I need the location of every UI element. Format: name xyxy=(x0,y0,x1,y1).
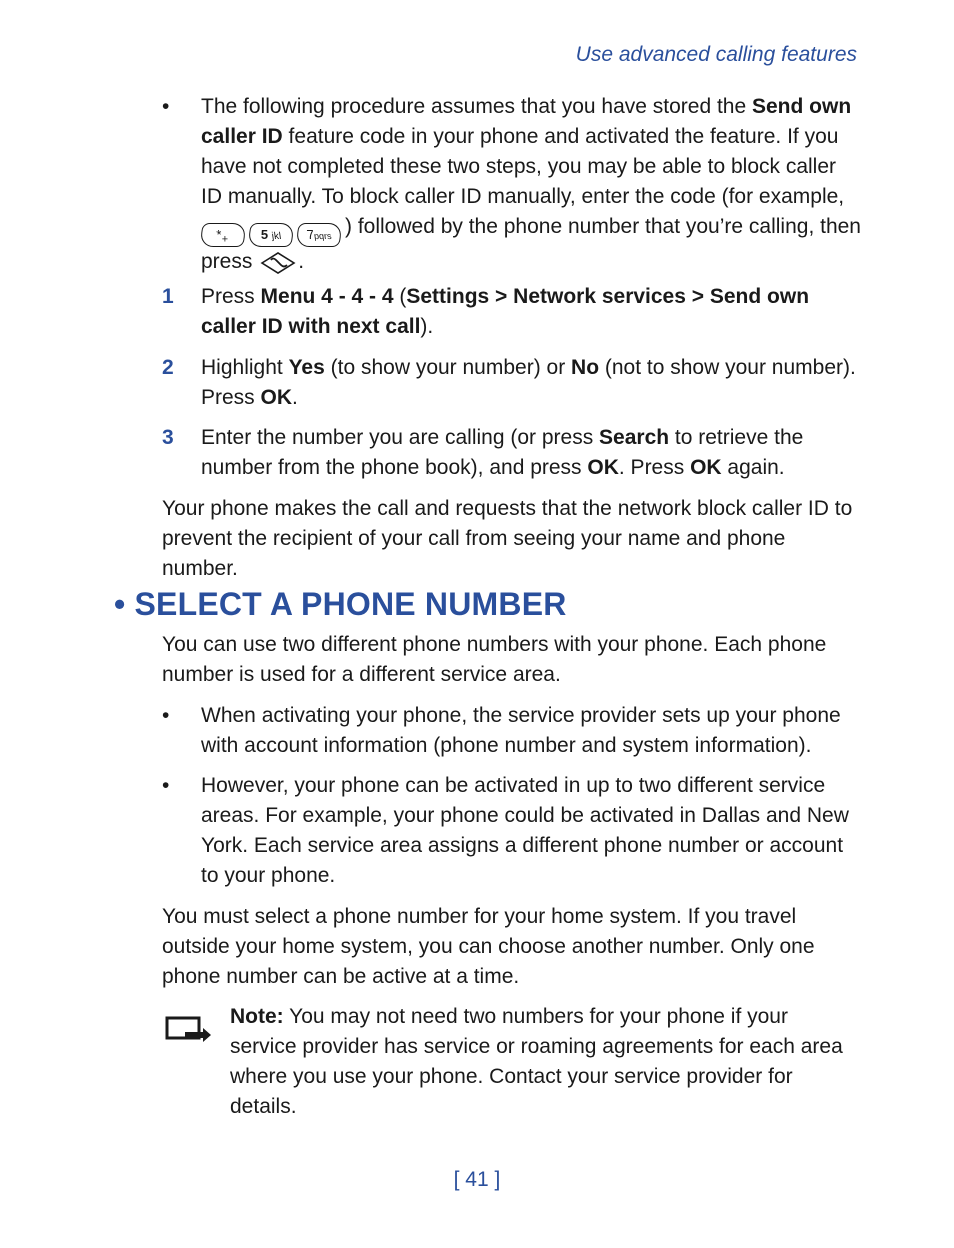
step-text-run: ( xyxy=(393,285,407,308)
result-paragraph: Your phone makes the call and requests that the network block caller ID to prevent the recipient of your call from seeing your name and phone number. xyxy=(162,497,853,580)
step-emphasis: Menu 4 - 4 - 4 xyxy=(260,285,394,308)
step-3-text xyxy=(201,423,861,483)
key-sub: pqrs xyxy=(313,231,333,241)
section-bullet-2: However, your phone can be activated in up to two different service areas. For example, your phone could be activated in Dallas and New York. Each service area assigns a different phone number or account to your phone. xyxy=(201,774,849,887)
step-2-text xyxy=(201,353,861,413)
step-emphasis: OK xyxy=(587,456,619,479)
feature-name: Send own caller ID xyxy=(201,95,852,148)
note-label: Note: xyxy=(230,1005,284,1028)
intro-bullet-text xyxy=(201,92,861,277)
key-main: 5 xyxy=(260,227,268,242)
section-heading: • SELECT A PHONE NUMBER xyxy=(114,586,567,622)
step-number: 1 xyxy=(162,285,174,308)
bullet-marker: • xyxy=(162,95,170,118)
step-text-run: to retrieve the number from the phone book), and press xyxy=(201,426,804,479)
key-sub: jkl xyxy=(270,231,282,242)
step-number: 3 xyxy=(162,426,174,449)
seven-key-icon xyxy=(295,223,342,247)
text-run: . xyxy=(298,250,305,273)
page-number: [ 41 ] xyxy=(453,1168,501,1191)
text-run: feature code in your phone and activated the feature. If you have not completed these two steps, you may be able to block caller ID manually. To block caller ID manually, enter the code (for example, xyxy=(201,125,845,208)
step-emphasis: Search xyxy=(599,426,670,449)
section-bullet-1: When activating your phone, the service provider sets up your phone with account information (phone number and system information). xyxy=(201,704,841,757)
key-sub: + xyxy=(222,233,229,246)
step-text-run: Enter the number you are calling (or press xyxy=(201,426,600,449)
bullet-marker: • xyxy=(162,704,170,727)
home-system-paragraph: You must select a phone number for your home system. If you travel outside your home system, you can choose another number. Only one phone number can be active at a time. xyxy=(162,905,815,988)
five-key-icon xyxy=(247,223,294,247)
text-run: ) followed by the phone number that you’re calling, then press xyxy=(201,215,861,273)
bullet-marker: • xyxy=(162,774,170,797)
text-run: The following procedure assumes that you have stored the xyxy=(201,95,752,118)
step-emphasis: OK xyxy=(690,456,722,479)
step-emphasis: Yes xyxy=(288,356,325,379)
step-text-run: Press xyxy=(201,285,261,308)
note-icon xyxy=(165,1012,213,1042)
star-key-icon xyxy=(199,223,246,247)
step-text-run: (not to show your number). Press xyxy=(201,356,856,409)
step-text-run: again. xyxy=(721,456,785,479)
step-text-run: . xyxy=(292,386,298,409)
step-text-run: Highlight xyxy=(201,356,289,379)
key-main: 7 xyxy=(305,227,315,242)
note-text xyxy=(230,1002,860,1122)
note-body: You may not need two numbers for your phone if your service provider has service or roaming agreements for each area where you use your phone. Contact your service provider for details. xyxy=(230,1005,843,1118)
step-text-run: . Press xyxy=(618,456,691,479)
step-text-run: (to show your number) or xyxy=(324,356,572,379)
step-number: 2 xyxy=(162,356,174,379)
send-key-icon xyxy=(258,250,298,276)
step-text-run: ). xyxy=(420,315,434,338)
step-emphasis: OK xyxy=(260,386,293,409)
key-main: * xyxy=(215,227,224,242)
step-emphasis: No xyxy=(571,356,600,379)
section-intro: You can use two different phone numbers with your phone. Each phone number is used for a different service area. xyxy=(162,633,827,686)
step-1-text xyxy=(201,282,861,342)
step-emphasis: Settings > Network services > Send own caller ID with next call xyxy=(201,285,810,338)
running-header: Use advanced calling features xyxy=(575,43,857,66)
